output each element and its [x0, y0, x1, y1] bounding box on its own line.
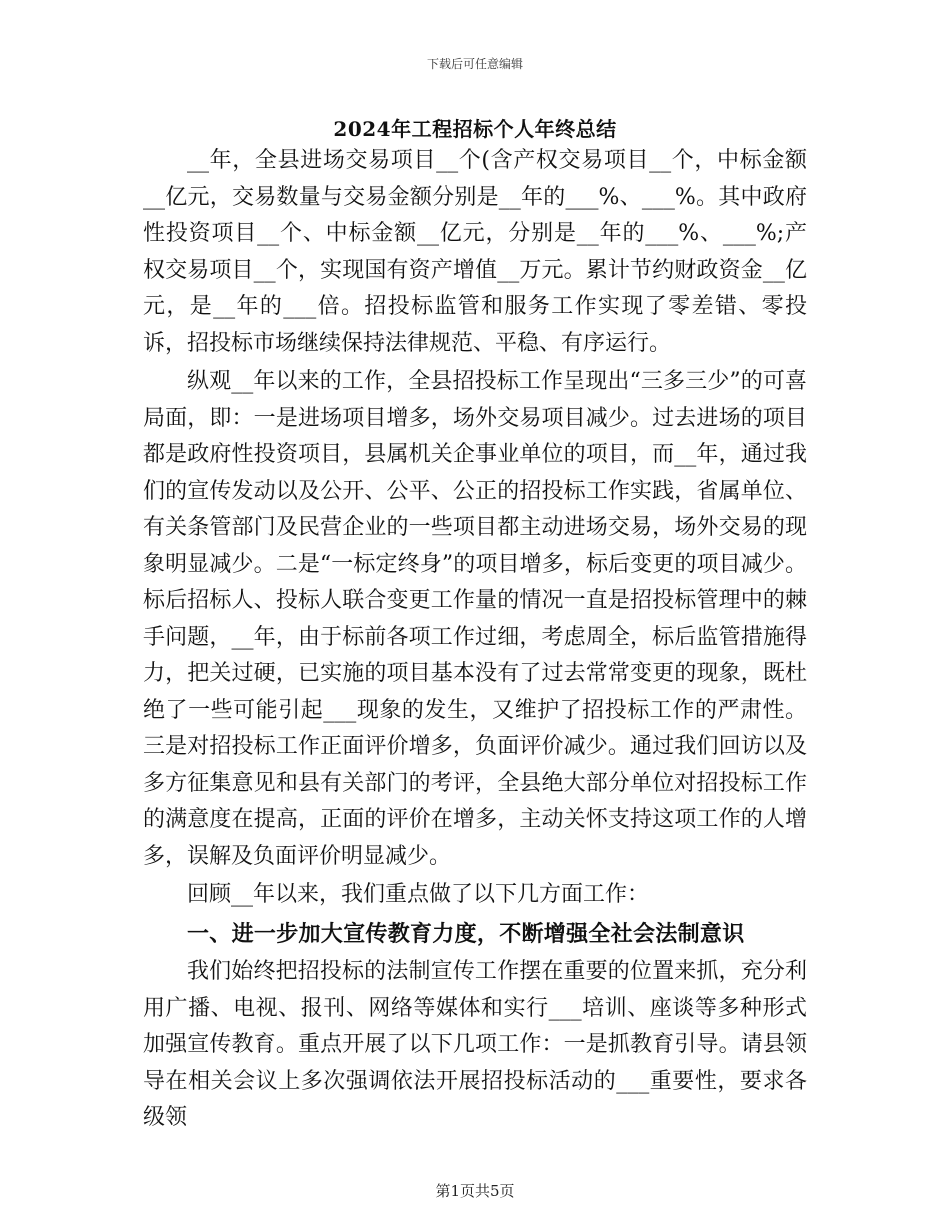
section-heading-1: 一、进一步加大宣传教育力度，不断增强全社会法制意识 — [187, 920, 745, 947]
header-note: 下载后可任意编辑 — [426, 57, 523, 71]
paragraph-summary: __年，全县进场交易项目__个(含产权交易项目__个，中标金额__亿元，交易数量与交易金额分别是__年的___%、___%。其中政府性投资项目__个、中标金额__亿元，分别是__年的___%、___%;产权交易项目__个，实现国有资产增值__万元。累计节约财政资金__亿元，是__年的___倍。招投标监管和服务工作实现了零差错、零投诉，招投标市场继续保持法律规范、平稳、有序运行。 — [143, 148, 807, 356]
paragraph-review-intro: 回顾__年以来，我们重点做了以下几方面工作： — [187, 882, 650, 907]
document-body — [143, 143, 807, 1139]
paragraph-section-1: 我们始终把招投标的法制宣传工作摆在重要的位置来抓，充分利用广播、电视、报刊、网络等媒体和实行___培训、座谈等多种形式加强宣传教育。重点开展了以下几项工作：一是抓教育引导。请县领导在相关会议上多次强调依法开展招投标活动的___重要性，要求各级领 — [143, 959, 807, 1130]
document-title: 2024年工程招标个人年终总结 — [333, 117, 617, 141]
page-footer: 第1页共5页 — [435, 1182, 515, 1200]
paragraph-overview: 纵观__年以来的工作，全县招投标工作呈现出“三多三少”的可喜局面，即：一是进场项目增多，场外交易项目减少。过去进场的项目都是政府性投资项目，县属机关企事业单位的项目，而__年，通过我们的宣传发动以及公开、公平、公正的招投标工作实践，省属单位、有关条管部门及民营企业的一些项目都主动进场交易，场外交易的现象明显减少。二是“一标定终身”的项目增多，标后变更的项目减少。标后招标人、投标人联合变更工作量的情况一直是招投标管理中的棘手问题，__年，由于标前各项工作过细，考虑周全，标后监管措施得力，把关过硬，已实施的项目基本没有了过去常常变更的现象，既杜绝了一些可能引起___现象的发生，又维护了招投标工作的严肃性。三是对招投标工作正面评价增多，负面评价减少。通过我们回访以及多方征集意见和县有关部门的考评，全县绝大部分单位对招投标工作的满意度在提高，正面的评价在增多，主动关怀支持这项工作的人增多，误解及负面评价明显减少。 — [143, 369, 807, 869]
